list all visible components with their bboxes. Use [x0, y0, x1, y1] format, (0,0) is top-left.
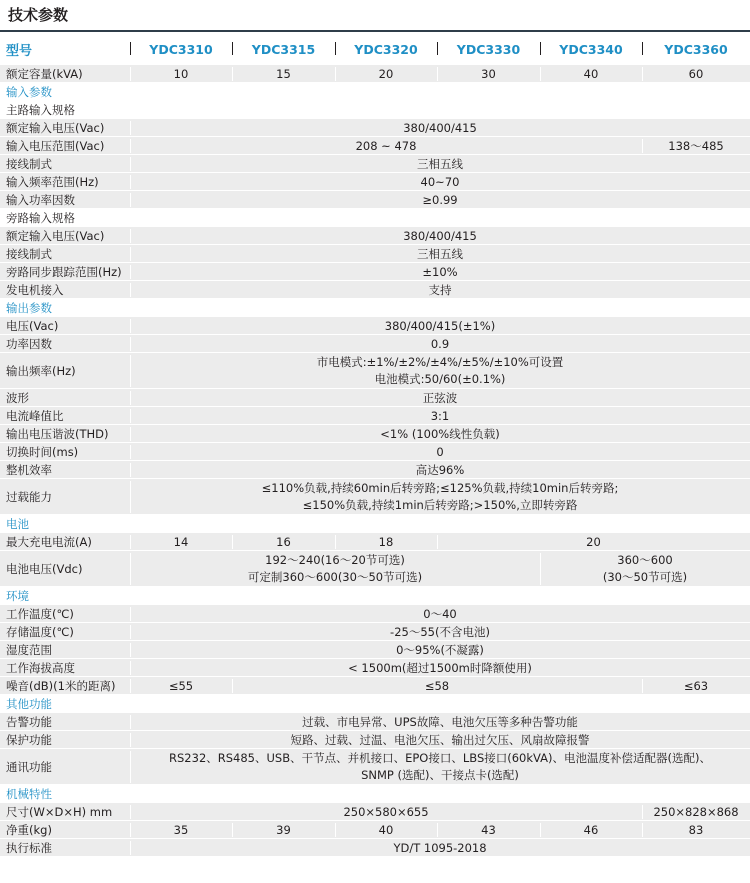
value-cell: 35 — [173, 822, 189, 837]
value-cell: 250×580×655 — [343, 804, 429, 819]
column-divider — [642, 679, 643, 693]
column-divider — [642, 805, 643, 819]
column-divider — [130, 553, 131, 585]
row-label: 告警功能 — [6, 715, 52, 729]
spec-row — [0, 407, 750, 425]
column-divider — [130, 229, 131, 243]
spec-row — [0, 659, 750, 677]
spec-row — [0, 245, 750, 263]
value-cell-line: 电池模式:50/60(±0.1%) — [374, 372, 506, 386]
model-name: YDC3320 — [354, 41, 418, 57]
column-divider — [130, 841, 131, 855]
spec-row — [0, 533, 750, 551]
model-name: YDC3340 — [559, 41, 623, 57]
value-cell: 43 — [481, 822, 496, 837]
spec-row — [0, 389, 750, 407]
row-label: 切换时间(ms) — [6, 445, 79, 459]
row-label: 尺寸(W×D×H) mm — [6, 805, 113, 819]
value-cell: 正弦波 — [422, 390, 458, 405]
value-cell: 0 — [436, 444, 444, 459]
column-divider — [232, 67, 233, 81]
value-cell: 83 — [688, 822, 704, 837]
column-divider — [130, 661, 131, 675]
column-divider — [130, 67, 131, 81]
spec-row — [0, 605, 750, 623]
column-divider — [130, 175, 131, 189]
value-cell: 短路、过载、过温、电池欠压、输出过欠压、风扇故障报警 — [290, 732, 590, 747]
section-title: 输出参数 — [6, 301, 52, 315]
value-cell: 支持 — [428, 282, 452, 297]
column-divider — [130, 643, 131, 657]
row-label: 整机效率 — [6, 463, 52, 477]
spec-row — [0, 227, 750, 245]
column-divider — [540, 823, 541, 837]
row-label: 输出频率(Hz) — [6, 364, 76, 378]
value-cell: 高达96% — [415, 462, 465, 477]
row-label: 湿度范围 — [6, 643, 52, 657]
section-heading — [0, 587, 750, 605]
spec-row — [0, 263, 750, 281]
spec-row — [0, 677, 750, 695]
section-heading — [0, 515, 750, 533]
column-divider — [130, 733, 131, 747]
column-divider — [130, 715, 131, 729]
value-cell-line: 市电模式:±1%/±2%/±4%/±5%/±10%可设置 — [316, 355, 564, 369]
column-divider — [130, 805, 131, 819]
spec-row — [0, 425, 750, 443]
value-cell-line: SNMP (选配)、干接点卡(选配) — [361, 768, 519, 782]
value-cell: 过载、市电异常、UPS故障、电池欠压等多种告警功能 — [302, 714, 578, 729]
column-divider — [232, 535, 233, 549]
row-label: 接线制式 — [6, 247, 52, 261]
row-label: 输入电压范围(Vac) — [6, 139, 105, 153]
value-cell: 18 — [378, 534, 394, 549]
row-label: 保护功能 — [6, 733, 52, 747]
row-label: 工作温度(℃) — [6, 607, 74, 621]
spec-row — [0, 551, 750, 587]
column-divider — [130, 535, 131, 549]
value-cell-line: 360〜600 — [617, 553, 673, 567]
row-label: 最大充电电流(A) — [6, 535, 92, 549]
column-divider — [130, 247, 131, 261]
column-divider — [130, 391, 131, 405]
row-label: 工作海拔高度 — [6, 661, 75, 675]
column-divider — [642, 823, 643, 837]
row-label: 额定容量(kVA) — [6, 67, 83, 81]
spec-row — [0, 821, 750, 839]
value-cell: 250×828×868 — [653, 804, 739, 819]
subsection-title: 主路输入规格 — [6, 103, 75, 117]
row-label: 电压(Vac) — [6, 319, 59, 333]
model-name: YDC3315 — [251, 41, 316, 57]
column-divider — [437, 535, 438, 549]
column-divider — [130, 319, 131, 333]
spec-row — [0, 317, 750, 335]
spec-row — [0, 65, 750, 83]
row-label: 发电机接入 — [6, 283, 64, 297]
value-cell: 0〜95%(不凝露) — [396, 642, 484, 657]
row-label: 旁路同步跟踪范围(Hz) — [6, 265, 122, 279]
spec-row — [0, 353, 750, 389]
value-cell: 380/400/415 — [403, 228, 477, 243]
value-cell-line: RS232、RS485、USB、干节点、并机接口、EPO接口、LBS接口(60kVA)、电池温度补偿适配器(选配)、 — [169, 751, 711, 765]
value-cell-line: 192〜240(16〜20节可选) — [265, 553, 405, 567]
column-divider — [130, 445, 131, 459]
row-label: 电流峰值比 — [6, 409, 64, 423]
value-cell: ≤58 — [424, 678, 450, 693]
value-cell: 40 — [378, 822, 394, 837]
row-label: 噪音(dB)(1米的距离) — [6, 679, 116, 693]
column-divider — [130, 625, 131, 639]
column-divider — [130, 481, 131, 513]
value-cell: 46 — [583, 822, 599, 837]
value-cell: 40~70 — [420, 174, 460, 189]
column-divider — [642, 139, 643, 153]
spec-row — [0, 623, 750, 641]
value-cell: 60 — [688, 66, 704, 81]
row-label: 过载能力 — [6, 490, 52, 504]
spec-row — [0, 137, 750, 155]
value-cell: <1% (100%线性负载) — [380, 426, 500, 441]
value-cell: 3:1 — [430, 408, 450, 423]
value-cell — [130, 353, 750, 389]
value-cell — [130, 479, 750, 515]
title-rule — [0, 30, 750, 32]
value-cell: < 1500m(超过1500m时降额使用) — [348, 660, 532, 675]
column-divider — [335, 823, 336, 837]
row-label: 净重(kg) — [6, 823, 52, 837]
section-title: 输入参数 — [6, 85, 52, 99]
value-cell: 0.9 — [430, 336, 450, 351]
value-cell: ≤55 — [168, 678, 194, 693]
column-divider — [540, 553, 541, 585]
model-name: YDC3310 — [149, 41, 213, 57]
value-cell: 208 ~ 478 — [355, 138, 417, 153]
spec-row — [0, 335, 750, 353]
value-cell-line: 可定制360〜600(30〜50节可选) — [247, 570, 423, 584]
column-divider — [130, 679, 131, 693]
value-cell: ≥0.99 — [422, 192, 458, 207]
value-cell: 16 — [276, 534, 291, 549]
row-label: 接线制式 — [6, 157, 52, 171]
value-cell: 380/400/415 — [403, 120, 477, 135]
column-divider — [130, 193, 131, 207]
row-label: 执行标准 — [6, 841, 52, 855]
value-cell: 39 — [276, 822, 291, 837]
value-cell-line: ≤110%负载,持续60min后转旁路;≤125%负载,持续10min后转旁路; — [261, 481, 619, 495]
table-header — [0, 38, 750, 60]
column-divider — [130, 139, 131, 153]
column-divider — [130, 157, 131, 171]
spec-row — [0, 641, 750, 659]
spec-row — [0, 173, 750, 191]
column-divider — [130, 409, 131, 423]
row-label: 波形 — [6, 391, 29, 405]
value-cell: ≤63 — [683, 678, 709, 693]
column-divider — [130, 265, 131, 279]
column-divider — [232, 679, 233, 693]
subsection-heading — [0, 209, 750, 227]
column-divider — [130, 751, 131, 783]
row-label: 输入频率范围(Hz) — [6, 175, 99, 189]
spec-row — [0, 281, 750, 299]
value-cell: ±10% — [422, 264, 458, 279]
column-divider — [130, 355, 131, 387]
value-cell: 30 — [481, 66, 496, 81]
column-divider — [437, 67, 438, 81]
value-cell: 0〜40 — [423, 606, 457, 621]
spec-row — [0, 479, 750, 515]
row-label: 输入功率因数 — [6, 193, 75, 207]
section-title: 电池 — [6, 517, 29, 531]
column-divider — [335, 535, 336, 549]
column-divider — [437, 823, 438, 837]
column-divider — [130, 337, 131, 351]
spec-row — [0, 191, 750, 209]
value-cell: 138〜485 — [668, 138, 724, 153]
section-heading — [0, 83, 750, 101]
row-label: 输出电压谐波(THD) — [6, 427, 109, 441]
row-label: 通讯功能 — [6, 760, 52, 774]
spec-row — [0, 803, 750, 821]
spec-row — [0, 443, 750, 461]
value-cell: YD/T 1095-2018 — [393, 840, 487, 855]
column-divider — [130, 607, 131, 621]
value-cell — [540, 551, 750, 587]
value-cell-line: ≤150%负载,持续1min后转旁路;>150%,立即转旁路 — [302, 498, 578, 512]
column-divider — [642, 67, 643, 81]
section-title: 环境 — [6, 589, 29, 603]
column-divider — [130, 283, 131, 297]
spec-row — [0, 713, 750, 731]
subsection-heading — [0, 101, 750, 119]
spec-row — [0, 749, 750, 785]
row-label: 额定输入电压(Vac) — [6, 229, 105, 243]
section-heading — [0, 299, 750, 317]
section-heading — [0, 695, 750, 713]
row-label: 额定输入电压(Vac) — [6, 121, 105, 135]
column-divider — [130, 463, 131, 477]
row-label: 电池电压(Vdc) — [6, 562, 83, 576]
value-cell: 40 — [583, 66, 599, 81]
value-cell: -25〜55(不含电池) — [390, 624, 490, 639]
column-divider — [232, 823, 233, 837]
spec-row — [0, 119, 750, 137]
subsection-title: 旁路输入规格 — [6, 211, 75, 225]
value-cell: 三相五线 — [417, 156, 463, 171]
column-divider — [130, 823, 131, 837]
section-heading — [0, 785, 750, 803]
column-divider — [130, 427, 131, 441]
value-cell: 15 — [276, 66, 291, 81]
page-title: 技术参数 — [8, 6, 69, 24]
model-name: YDC3330 — [456, 41, 521, 57]
section-title: 其他功能 — [6, 697, 52, 711]
spec-row — [0, 731, 750, 749]
value-cell: 20 — [586, 534, 601, 549]
value-cell: 20 — [378, 66, 394, 81]
value-cell: 三相五线 — [417, 246, 463, 261]
column-divider — [130, 121, 131, 135]
section-title: 机械特性 — [6, 787, 52, 801]
column-divider — [540, 67, 541, 81]
value-cell — [130, 551, 540, 587]
header-label: 型号 — [6, 43, 33, 59]
value-cell: 10 — [173, 66, 189, 81]
column-divider — [335, 67, 336, 81]
row-label: 功率因数 — [6, 337, 52, 351]
spec-row — [0, 155, 750, 173]
value-cell-line: (30〜50节可选) — [602, 570, 688, 584]
model-name: YDC3360 — [664, 41, 728, 57]
row-label: 存储温度(℃) — [6, 625, 74, 639]
spec-row — [0, 461, 750, 479]
value-cell: 380/400/415(±1%) — [384, 318, 496, 333]
value-cell: 14 — [173, 534, 189, 549]
spec-row — [0, 839, 750, 857]
value-cell — [130, 749, 750, 785]
